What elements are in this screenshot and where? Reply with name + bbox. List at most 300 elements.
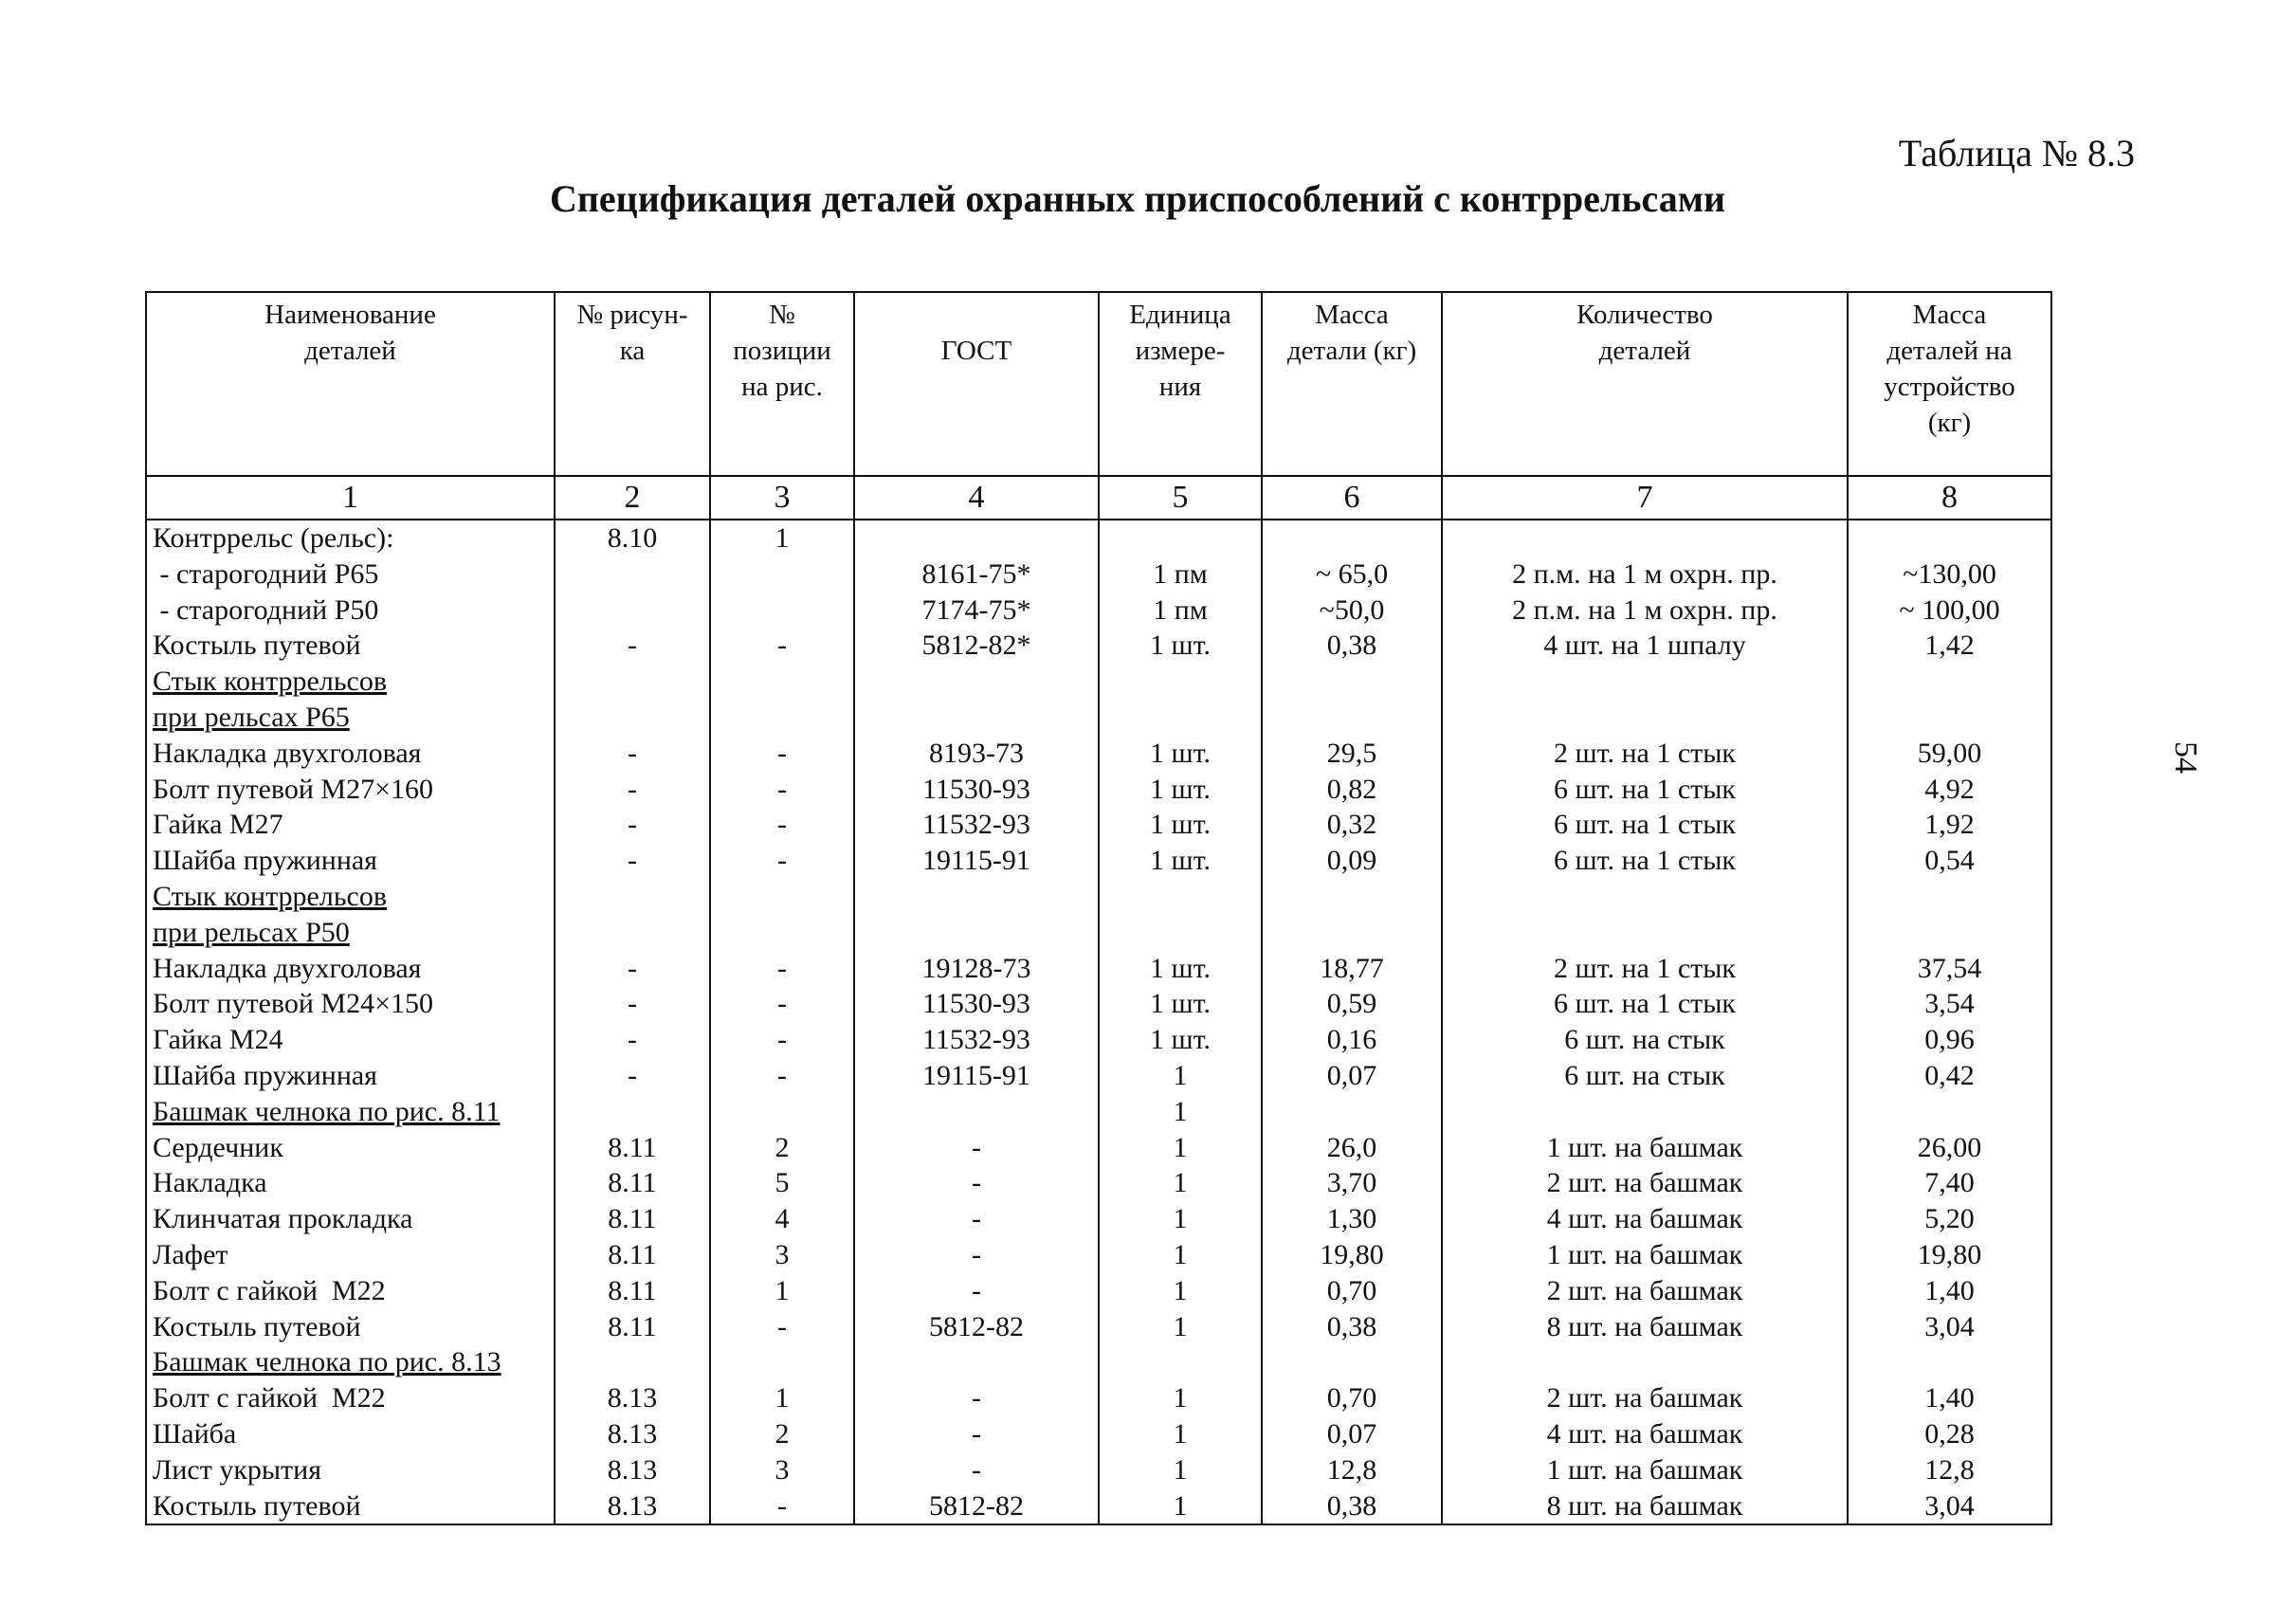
page-title: Спецификация деталей охранных приспособлений с контррельсами — [549, 177, 1726, 220]
cell-name-text: при рельсах Р65 — [153, 701, 350, 733]
cell-gost — [854, 628, 1099, 664]
cell-mass — [1262, 772, 1442, 808]
cell-total-mass — [1848, 1022, 2051, 1058]
cell-total-mass — [1848, 1165, 2051, 1201]
cell-total-mass — [1848, 520, 2051, 557]
cell-quantity-text: 6 шт. на 1 стык — [1554, 809, 1736, 841]
cell-figure — [555, 1452, 710, 1488]
cell-name-text: Накладка двухголовая — [153, 952, 422, 984]
cell-mass — [1262, 1452, 1442, 1488]
cell-quantity — [1442, 879, 1848, 915]
cell-total-mass — [1848, 915, 2051, 951]
cell-position — [710, 807, 854, 843]
cell-quantity-text: 6 шт. на 1 стык — [1554, 988, 1736, 1020]
cell-gost — [854, 1416, 1099, 1452]
cell-figure-text: 8.13 — [607, 1382, 658, 1414]
cell-quantity-text: 1 шт. на башмак — [1546, 1131, 1743, 1163]
table-row — [146, 700, 2051, 736]
cell-total-mass-text: 26,00 — [1917, 1131, 1982, 1163]
cell-position-text: 2 — [774, 1131, 790, 1163]
cell-unit — [1099, 1380, 1262, 1416]
cell-name — [146, 1416, 555, 1452]
cell-name — [146, 700, 555, 736]
column-number-row — [146, 476, 2051, 520]
cell-name — [146, 1022, 555, 1058]
cell-name — [146, 915, 555, 951]
table-row — [146, 1309, 2051, 1345]
cell-name — [146, 1452, 555, 1488]
cell-unit — [1099, 1201, 1262, 1237]
cell-name — [146, 772, 555, 808]
table-row — [146, 879, 2051, 915]
cell-gost — [854, 1201, 1099, 1237]
cell-position-text: - — [777, 1310, 787, 1342]
cell-mass — [1262, 843, 1442, 879]
cell-quantity — [1442, 628, 1848, 664]
cell-position — [710, 986, 854, 1022]
cell-gost-text: - — [972, 1382, 981, 1414]
column-number: 6 — [1262, 476, 1442, 520]
cell-position — [710, 1273, 854, 1309]
cell-figure-text: 8.13 — [607, 1489, 658, 1522]
cell-unit-text: 1 — [1173, 1417, 1188, 1450]
cell-position-text: 1 — [774, 522, 790, 554]
cell-total-mass — [1848, 1130, 2051, 1166]
cell-figure — [555, 1237, 710, 1273]
cell-total-mass-text: 1,40 — [1924, 1382, 1975, 1414]
cell-mass-text: 0,70 — [1326, 1274, 1377, 1306]
cell-gost — [854, 1452, 1099, 1488]
cell-quantity — [1442, 664, 1848, 700]
cell-name — [146, 986, 555, 1022]
cell-position — [710, 628, 854, 664]
cell-quantity — [1442, 1273, 1848, 1309]
cell-mass — [1262, 1237, 1442, 1273]
cell-total-mass — [1848, 1380, 2051, 1416]
table-body — [146, 520, 2051, 1524]
cell-figure-text: - — [628, 773, 637, 805]
cell-figure — [555, 1344, 710, 1380]
cell-name-text: - старогодний Р65 — [153, 557, 379, 590]
cell-quantity-text: 4 шт. на башмак — [1546, 1417, 1743, 1450]
table-row — [146, 1165, 2051, 1201]
cell-unit-text: 1 — [1173, 1238, 1188, 1270]
cell-mass — [1262, 1344, 1442, 1380]
cell-unit-text: 1 — [1173, 1095, 1188, 1127]
cell-total-mass — [1848, 664, 2051, 700]
cell-position-text: 3 — [774, 1238, 790, 1270]
cell-name-text: Костыль путевой — [153, 1489, 361, 1522]
cell-position-text: - — [777, 630, 787, 662]
cell-unit-text: 1 шт. — [1150, 952, 1211, 984]
table-row — [146, 807, 2051, 843]
cell-name-text: Контррельс (рельс): — [153, 522, 394, 554]
cell-name-text: Шайба пружинная — [153, 1059, 377, 1091]
cell-gost — [854, 1488, 1099, 1525]
table-row — [146, 1201, 2051, 1237]
cell-quantity-text: 2 п.м. на 1 м охрн. пр. — [1512, 557, 1777, 590]
cell-mass-text: 0,70 — [1326, 1382, 1377, 1414]
column-number: 8 — [1848, 476, 2051, 520]
cell-name-text: - старогодний Р50 — [153, 593, 379, 626]
cell-name — [146, 1273, 555, 1309]
column-number: 2 — [555, 476, 710, 520]
cell-total-mass — [1848, 1416, 2051, 1452]
cell-position — [710, 1237, 854, 1273]
cell-name — [146, 1488, 555, 1525]
cell-position — [710, 1130, 854, 1166]
cell-name — [146, 1058, 555, 1094]
cell-figure — [555, 1416, 710, 1452]
cell-position-text: - — [777, 1024, 787, 1056]
cell-name — [146, 1201, 555, 1237]
cell-total-mass-text: 3,54 — [1924, 988, 1975, 1020]
cell-figure — [555, 1273, 710, 1309]
cell-unit — [1099, 843, 1262, 879]
cell-name — [146, 951, 555, 987]
cell-unit-text: 1 — [1173, 1203, 1188, 1235]
cell-gost-text: 11532-93 — [922, 809, 1030, 841]
cell-unit-text: 1 шт. — [1150, 988, 1211, 1020]
cell-total-mass — [1848, 1309, 2051, 1345]
cell-unit-text: 1 — [1173, 1059, 1188, 1091]
cell-quantity-text: 4 шт. на башмак — [1546, 1203, 1743, 1235]
cell-quantity — [1442, 772, 1848, 808]
cell-position — [710, 1488, 854, 1525]
cell-unit — [1099, 1094, 1262, 1130]
cell-figure-text: - — [628, 952, 637, 984]
cell-total-mass — [1848, 1094, 2051, 1130]
table-row — [146, 843, 2051, 879]
cell-name-text: Клинчатая прокладка — [153, 1203, 413, 1235]
cell-figure — [555, 807, 710, 843]
cell-mass — [1262, 1416, 1442, 1452]
cell-mass-text: 12,8 — [1326, 1453, 1377, 1486]
cell-figure — [555, 557, 710, 593]
cell-figure — [555, 772, 710, 808]
cell-name — [146, 1130, 555, 1166]
table-row — [146, 1416, 2051, 1452]
cell-name-text: Стык контррельсов — [153, 880, 387, 912]
cell-mass-text: 0,38 — [1326, 630, 1377, 662]
cell-name-text: Башмак челнока по рис. 8.13 — [153, 1346, 501, 1378]
cell-position-text: 1 — [774, 1382, 790, 1414]
cell-unit-text: 1 — [1173, 1453, 1188, 1486]
cell-unit-text: 1 шт. — [1150, 845, 1211, 877]
cell-name-text: Костыль путевой — [153, 1310, 361, 1342]
cell-gost — [854, 951, 1099, 987]
cell-unit-text: 1 шт. — [1150, 773, 1211, 805]
cell-gost-text: 7174-75* — [921, 593, 1031, 626]
cell-figure-text: - — [628, 1024, 637, 1056]
column-number: 5 — [1099, 476, 1262, 520]
cell-mass-text: 26,0 — [1326, 1131, 1377, 1163]
cell-total-mass — [1848, 1058, 2051, 1094]
cell-name-text: Шайба пружинная — [153, 845, 377, 877]
cell-name — [146, 1237, 555, 1273]
cell-total-mass — [1848, 951, 2051, 987]
cell-gost-text: 5812-82 — [929, 1489, 1024, 1522]
cell-total-mass-text: 1,92 — [1924, 809, 1975, 841]
cell-gost-text: 19115-91 — [922, 845, 1030, 877]
cell-position — [710, 1452, 854, 1488]
cell-figure-text: 8.11 — [608, 1274, 657, 1306]
table-number: Таблица № 8.3 — [1898, 132, 2135, 174]
cell-total-mass — [1848, 1237, 2051, 1273]
cell-total-mass — [1848, 557, 2051, 593]
cell-quantity — [1442, 1309, 1848, 1345]
cell-gost — [854, 557, 1099, 593]
cell-quantity — [1442, 1452, 1848, 1488]
cell-quantity — [1442, 1344, 1848, 1380]
cell-position — [710, 1344, 854, 1380]
cell-total-mass — [1848, 736, 2051, 772]
cell-gost-text: - — [972, 1274, 981, 1306]
cell-figure — [555, 951, 710, 987]
cell-figure — [555, 593, 710, 629]
cell-gost — [854, 520, 1099, 557]
cell-total-mass-text: 59,00 — [1917, 737, 1982, 769]
cell-gost-text: - — [972, 1131, 981, 1163]
cell-gost — [854, 1237, 1099, 1273]
cell-name-text: Башмак челнока по рис. 8.11 — [153, 1095, 501, 1127]
cell-total-mass — [1848, 772, 2051, 808]
table-row — [146, 986, 2051, 1022]
cell-position-text: - — [777, 1489, 787, 1522]
cell-figure — [555, 879, 710, 915]
cell-figure — [555, 628, 710, 664]
cell-quantity — [1442, 1201, 1848, 1237]
cell-mass — [1262, 736, 1442, 772]
cell-mass-text: 0,82 — [1326, 773, 1377, 805]
cell-quantity-text: 6 шт. на стык — [1564, 1024, 1725, 1056]
cell-total-mass-text: 0,54 — [1924, 845, 1975, 877]
cell-position — [710, 557, 854, 593]
cell-figure — [555, 1309, 710, 1345]
cell-gost-text: - — [972, 1167, 981, 1199]
cell-quantity-text: 2 шт. на башмак — [1546, 1382, 1743, 1414]
cell-total-mass-text: 0,42 — [1924, 1059, 1975, 1091]
cell-gost — [854, 593, 1099, 629]
cell-name — [146, 807, 555, 843]
cell-position-text: 3 — [774, 1453, 790, 1486]
cell-mass — [1262, 1273, 1442, 1309]
cell-quantity — [1442, 1022, 1848, 1058]
cell-name — [146, 843, 555, 879]
cell-total-mass-text: 1,40 — [1924, 1274, 1975, 1306]
cell-gost-text: - — [972, 1203, 981, 1235]
cell-figure — [555, 915, 710, 951]
cell-mass — [1262, 1201, 1442, 1237]
cell-mass — [1262, 1380, 1442, 1416]
cell-unit-text: 1 пм — [1153, 557, 1208, 590]
table-row — [146, 1022, 2051, 1058]
cell-gost — [854, 1380, 1099, 1416]
column-number: 4 — [854, 476, 1099, 520]
cell-mass-text: 3,70 — [1326, 1167, 1377, 1199]
cell-figure — [555, 1380, 710, 1416]
table-row — [146, 1488, 2051, 1525]
cell-total-mass-text: 37,54 — [1917, 952, 1982, 984]
cell-quantity — [1442, 1488, 1848, 1525]
table-row — [146, 593, 2051, 629]
cell-figure — [555, 700, 710, 736]
table-row — [146, 915, 2051, 951]
cell-unit — [1099, 807, 1262, 843]
cell-unit — [1099, 664, 1262, 700]
cell-mass-text: 0,07 — [1326, 1417, 1377, 1450]
cell-unit — [1099, 1237, 1262, 1273]
table-row — [146, 1273, 2051, 1309]
cell-unit-text: 1 — [1173, 1131, 1188, 1163]
cell-name — [146, 520, 555, 557]
cell-unit — [1099, 951, 1262, 987]
cell-mass — [1262, 593, 1442, 629]
cell-name-text: Накладка — [153, 1167, 267, 1199]
cell-position — [710, 664, 854, 700]
table-row — [146, 1344, 2051, 1380]
cell-gost — [854, 1058, 1099, 1094]
cell-unit-text: 1 — [1173, 1274, 1188, 1306]
cell-quantity — [1442, 1058, 1848, 1094]
cell-total-mass-text: 0,28 — [1924, 1417, 1975, 1450]
cell-total-mass — [1848, 700, 2051, 736]
cell-mass-text: ~ 65,0 — [1315, 557, 1389, 590]
cell-unit — [1099, 1416, 1262, 1452]
cell-quantity — [1442, 951, 1848, 987]
cell-gost — [854, 664, 1099, 700]
cell-figure — [555, 1130, 710, 1166]
cell-total-mass — [1848, 1344, 2051, 1380]
cell-quantity-text: 4 шт. на 1 шпалу — [1543, 630, 1746, 662]
table-row — [146, 951, 2051, 987]
col-header-quantity: Количество деталей — [1442, 292, 1848, 476]
cell-mass-text: 29,5 — [1326, 737, 1377, 769]
table-row — [146, 628, 2051, 664]
cell-mass — [1262, 1058, 1442, 1094]
cell-gost-text: 5812-82 — [929, 1310, 1024, 1342]
cell-figure-text: 8.11 — [608, 1131, 657, 1163]
cell-figure — [555, 664, 710, 700]
cell-figure — [555, 1488, 710, 1525]
cell-mass-text: 19,80 — [1320, 1238, 1384, 1270]
cell-figure-text: - — [628, 988, 637, 1020]
cell-figure — [555, 1058, 710, 1094]
table-row — [146, 736, 2051, 772]
cell-position-text: - — [777, 773, 787, 805]
cell-gost — [854, 1165, 1099, 1201]
table-row — [146, 1058, 2051, 1094]
cell-gost-text: 11532-93 — [922, 1024, 1030, 1056]
cell-gost — [854, 1273, 1099, 1309]
table-row — [146, 1094, 2051, 1130]
cell-quantity-text: 1 шт. на башмак — [1546, 1238, 1743, 1270]
cell-mass-text: 0,32 — [1326, 809, 1377, 841]
cell-mass — [1262, 879, 1442, 915]
cell-total-mass — [1848, 1488, 2051, 1525]
cell-name-text: Гайка М27 — [153, 809, 283, 841]
cell-unit-text: 1 — [1173, 1310, 1188, 1342]
cell-unit — [1099, 520, 1262, 557]
cell-gost-text: 8193-73 — [929, 737, 1024, 769]
cell-name-text: Болт путевой М24×150 — [153, 988, 434, 1020]
cell-figure-text: 8.13 — [607, 1453, 658, 1486]
cell-figure — [555, 843, 710, 879]
cell-position — [710, 1309, 854, 1345]
cell-gost-text: 11530-93 — [922, 773, 1030, 805]
cell-name — [146, 1165, 555, 1201]
cell-name — [146, 1344, 555, 1380]
cell-quantity-text: 6 шт. на стык — [1564, 1059, 1725, 1091]
cell-figure — [555, 1201, 710, 1237]
cell-gost — [854, 986, 1099, 1022]
col-header-position: № позиции на рис. — [710, 292, 854, 476]
cell-unit — [1099, 1309, 1262, 1345]
spec-table — [145, 291, 2052, 1525]
cell-figure-text: - — [628, 845, 637, 877]
cell-position — [710, 700, 854, 736]
cell-unit — [1099, 1488, 1262, 1525]
cell-unit-text: 1 шт. — [1150, 809, 1211, 841]
cell-gost-text: - — [972, 1417, 981, 1450]
cell-name-text: Гайка М24 — [153, 1024, 283, 1056]
cell-quantity — [1442, 1165, 1848, 1201]
cell-total-mass-text: ~130,00 — [1903, 557, 1996, 590]
cell-position — [710, 736, 854, 772]
cell-mass — [1262, 700, 1442, 736]
cell-figure-text: - — [628, 737, 637, 769]
cell-position — [710, 1022, 854, 1058]
cell-figure — [555, 1165, 710, 1201]
cell-total-mass-text: 1,42 — [1924, 630, 1975, 662]
cell-quantity-text: 2 шт. на башмак — [1546, 1274, 1743, 1306]
cell-total-mass-text: 12,8 — [1924, 1453, 1975, 1486]
cell-mass — [1262, 1022, 1442, 1058]
cell-total-mass — [1848, 843, 2051, 879]
cell-unit — [1099, 915, 1262, 951]
cell-figure — [555, 1022, 710, 1058]
cell-gost — [854, 1130, 1099, 1166]
page-number: 54 — [2168, 741, 2203, 774]
cell-gost — [854, 736, 1099, 772]
col-header-total-mass: Масса деталей на устройство (кг) — [1848, 292, 2051, 476]
cell-position — [710, 1094, 854, 1130]
cell-mass — [1262, 951, 1442, 987]
cell-gost-text: - — [972, 1238, 981, 1270]
cell-quantity — [1442, 986, 1848, 1022]
column-number: 7 — [1442, 476, 1848, 520]
cell-quantity — [1442, 1416, 1848, 1452]
cell-name-text: Болт путевой М27×160 — [153, 773, 434, 805]
cell-name-text: Костыль путевой — [153, 630, 361, 662]
cell-position — [710, 915, 854, 951]
cell-name — [146, 628, 555, 664]
cell-total-mass-text: 3,04 — [1924, 1489, 1975, 1522]
cell-unit — [1099, 1452, 1262, 1488]
cell-unit-text: 1 шт. — [1150, 1024, 1211, 1056]
cell-unit-text: 1 пм — [1153, 593, 1208, 626]
cell-mass — [1262, 557, 1442, 593]
col-header-name: Наименование деталей — [146, 292, 555, 476]
cell-position-text: - — [777, 1059, 787, 1091]
table-row — [146, 772, 2051, 808]
cell-quantity-text: 6 шт. на 1 стык — [1554, 773, 1736, 805]
cell-quantity-text: 8 шт. на башмак — [1546, 1310, 1743, 1342]
cell-unit-text: 1 — [1173, 1167, 1188, 1199]
cell-name-text: Стык контррельсов — [153, 666, 387, 698]
cell-gost — [854, 772, 1099, 808]
cell-name — [146, 1380, 555, 1416]
